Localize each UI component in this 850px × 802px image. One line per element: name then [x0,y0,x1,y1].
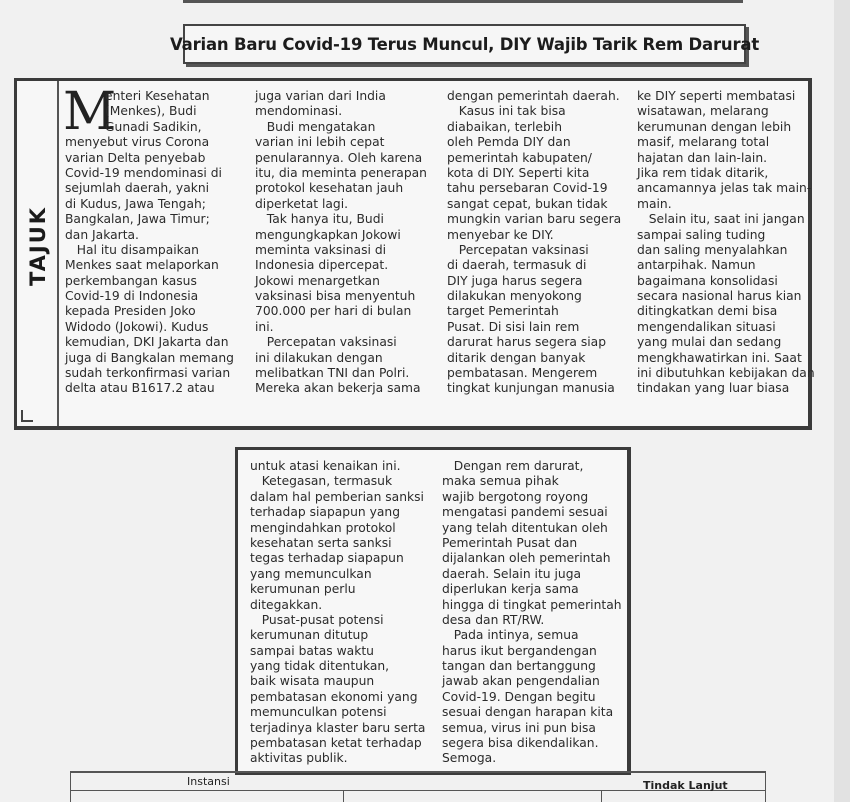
text-line: antarpihak. Namun [637,258,756,273]
text-line: Menkes saat melaporkan [65,258,219,273]
text-line: Pemerintah Pusat dan [442,535,578,550]
text-line: tangan dan bertanggung [442,659,596,674]
text-line: Percepatan vaksinasi [255,335,397,350]
text-line: pembatasan ketat terhadap [250,736,422,751]
text-line: mendominasi. [255,104,343,119]
article-column-4 [637,89,815,397]
text-line: terjadinya klaster baru serta [250,720,426,735]
text-line: kota di DIY. Seperti kita [447,165,590,180]
text-line: jawab akan pengendalian [442,674,600,689]
text-line: tingkat kunjungan manusia [447,381,615,396]
text-line: sampai saling tuding [637,227,766,242]
text-line: ini dibutuhkan kebijakan dan [637,366,815,381]
text-line: tahu persebaran Covid-19 [447,181,608,196]
text-line: enteri Kesehatan [105,89,210,103]
text-line: yang mulai dan sedang [637,335,782,350]
article-column-2 [255,89,427,397]
text-line: melibatkan TNI dan Polri. [255,366,410,381]
text-line: Mereka akan bekerja sama [255,381,421,396]
text-line: ditarik dengan banyak [447,350,586,365]
text-line: ke DIY seperti membatasi [637,89,796,103]
text-line: kerumunan dengan lebih [637,119,792,134]
text-line: varian ini lebih cepat [255,135,385,150]
text-line: di daerah, termasuk di [447,258,587,273]
top-rule [183,0,743,3]
text-line: dilakukan menyokong [447,289,582,304]
text-line: itu, dia meminta penerapan [255,165,427,180]
text-line: Hal itu disampaikan [65,242,199,257]
text-line: delta atau B1617.2 atau [65,381,215,396]
text-line: aktivitas publik. [250,751,348,766]
text-line: Bangkalan, Jawa Timur; [65,212,210,227]
text-line: Pusat. Di sisi lain rem [447,319,580,334]
text-line: pemerintah kabupaten/ [447,150,592,165]
headline-box [170,24,760,64]
text-line: dalam hal pemberian sanksi [250,489,424,504]
text-line: juga di Bangkalan memang [65,350,234,365]
text-line: darurat harus segera siap [447,335,607,350]
text-line: harus ikut bergandengan [442,643,597,658]
text-line: mengindahkan protokol [250,520,396,535]
text-line: Selain itu, saat ini jangan [637,212,805,227]
text-line: 700.000 per hari di bulan [255,304,412,319]
text-line: Percepatan vaksinasi [447,242,589,257]
text-line: yang memunculkan [250,566,372,581]
text-line: Covid-19 mendominasi di [65,165,222,180]
text-line: kesehatan serta sanksi [250,535,392,550]
text-line: DIY juga harus segera [447,273,583,288]
text-line: vaksinasi bisa menyentuh [255,289,416,304]
text-line: daerah. Selain itu juga [442,566,582,581]
text-line: ditegakkan. [250,597,323,612]
corner-mark [21,410,33,422]
text-line: Covid-19. Dengan begitu [442,689,596,704]
text-line: untuk atasi kenaikan ini. [250,459,401,473]
text-line: target Pemerintah [447,304,559,319]
text-line: Widodo (Jokowi). Kudus [65,319,209,334]
text-line: protokol kesehatan jauh [255,181,404,196]
text-line: mengendalikan situasi [637,319,776,334]
text-line: mengatasi pandemi sesuai [442,505,608,520]
article-column-3 [447,89,621,397]
text-line: perkembangan kasus [65,273,197,288]
text-line: sampai batas waktu [250,643,374,658]
text-line: diperlukan kerja sama [442,582,579,597]
text-line: kerumunan ditutup [250,628,369,643]
text-line: Semoga. [442,751,497,766]
text-line: Dengan rem darurat, [442,459,584,473]
text-line: segera bisa dikendalikan. [442,736,599,751]
text-line: dan Jakarta. [65,227,139,242]
text-line: menyebut virus Corona [65,135,210,150]
text-line: varian Delta penyebab [65,150,206,165]
text-line: semua, virus ini pun bisa [442,720,596,735]
text-line: yang tidak ditentukan, [250,659,390,674]
text-line: Covid-19 di Indonesia [65,289,199,304]
clipping-form-table [70,771,766,802]
text-line: baik wisata maupun [250,674,375,689]
text-line: wisatawan, melarang [637,104,769,119]
text-line: bagaimana konsolidasi [637,273,778,288]
text-line: dan saling menyalahkan [637,242,788,257]
text-line: main. [637,196,672,211]
text-line: penularannya. Oleh karena [255,150,423,165]
instansi-label: Instansi [187,775,230,788]
text-line: dengan pemerintah daerah. [447,89,620,103]
text-line: Indonesia dipercepat. [255,258,389,273]
text-line: Ketegasan, termasuk [250,474,393,489]
drop-cap: M [63,82,117,142]
article-continuation [235,447,631,775]
text-line: pembatasan. Mengerem [447,366,598,381]
text-line: oleh Pemda DIY dan [447,135,571,150]
continuation-column-1 [250,459,425,767]
text-line: (Menkes), Budi [105,104,197,119]
text-line: diabaikan, terlebih [447,119,563,134]
text-line: memunculkan potensi [250,705,387,720]
text-line: Budi mengatakan [255,119,376,134]
text-line: sejumlah daerah, yakni [65,181,210,196]
text-line: Tak hanya itu, Budi [255,212,384,227]
text-line: ini dilakukan dengan [255,350,383,365]
continuation-column-2 [442,459,622,767]
text-line: secara nasional harus kian [637,289,802,304]
text-line: tindakan yang luar biasa [637,381,790,396]
text-line: wajib bergotong royong [442,489,589,504]
text-line: Jokowi menargetkan [255,273,380,288]
text-line: juga varian dari India [255,89,386,103]
text-line: mungkin varian baru segera [447,212,622,227]
text-line: tegas terhadap siapapun [250,551,404,566]
tindak-lanjut-label: Tindak Lanjut [643,779,728,792]
text-line: ditingkatkan demi bisa [637,304,778,319]
text-line: menyebar ke DIY. [447,227,554,242]
text-line: maka semua pihak [442,474,559,489]
text-line: di Kudus, Jawa Tengah; [65,196,206,211]
text-line: Pada intinya, semua [442,628,579,643]
text-line: hingga di tingkat pemerintah [442,597,622,612]
text-line: Gunadi Sadikin, [105,119,202,134]
text-line: mengungkapkan Jokowi [255,227,401,242]
text-line: mengkhawatirkan ini. Saat [637,350,802,365]
text-line: ini. [255,319,274,334]
text-line: Kasus ini tak bisa [447,104,566,119]
text-line: pembatasan ekonomi yang [250,689,418,704]
text-line: Jika rem tidak ditarik, [637,165,769,180]
text-line: diperketat lagi. [255,196,349,211]
text-line: ancamannya jelas tak main- [637,181,812,196]
text-line: yang telah ditentukan oleh [442,520,608,535]
text-line: sangat cepat, bukan tidak [447,196,608,211]
article-column-1 [65,89,234,397]
text-line: sudah terkonfirmasi varian [65,366,231,381]
text-line: sesuai dengan harapan kita [442,705,614,720]
text-line: dijalankan oleh pemerintah [442,551,611,566]
text-line: masif, melarang total [637,135,770,150]
text-line: desa dan RT/RW. [442,612,545,627]
editorial-article [14,78,815,430]
headline: Varian Baru Covid-19 Terus Muncul, DIY Wajib Tarik Rem Darurat [170,34,760,54]
section-label: TAJUK [26,205,50,287]
text-line: meminta vaksinasi di [255,242,387,257]
text-line: kerumunan perlu [250,582,356,597]
scan-edge [834,0,850,802]
section-sidebar [17,81,59,426]
text-line: Pusat-pusat potensi [250,612,384,627]
text-line: terhadap siapapun yang [250,505,401,520]
text-line: kemudian, DKI Jakarta dan [65,335,229,350]
text-line: hajatan dan lain-lain. [637,150,768,165]
text-line: kepada Presiden Joko [65,304,196,319]
